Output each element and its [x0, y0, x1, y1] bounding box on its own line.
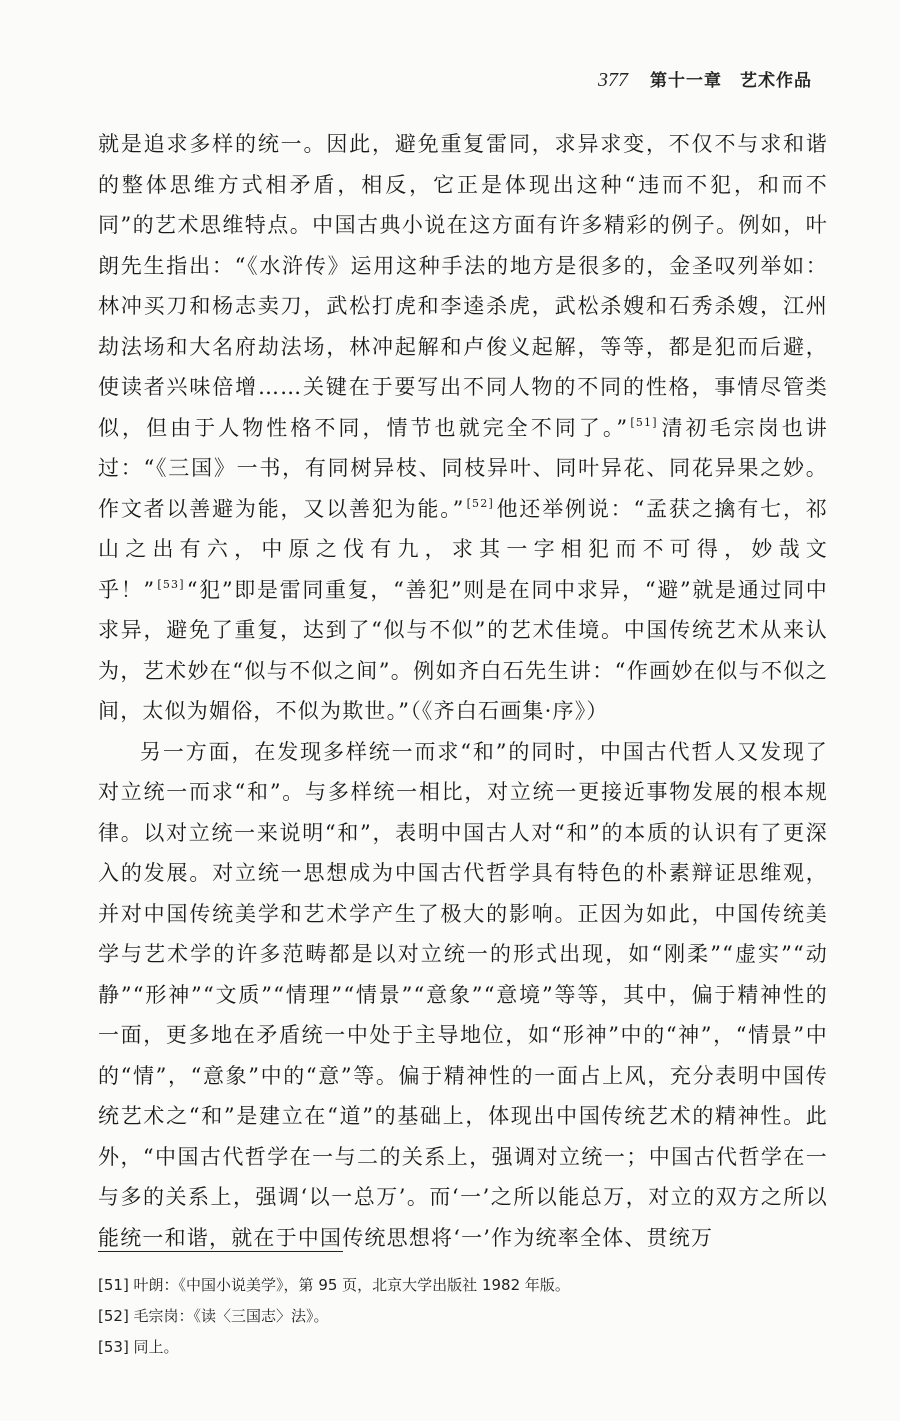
footnote-ref-51[interactable]: [51]: [630, 415, 658, 429]
running-header: [598, 66, 812, 92]
paragraph-1-text-d: “犯”即是雷同重复，“善犯”则是在同中求异，“避”就是通过同中求异，避免了重复，达到了“似与不似”的艺术佳境。中国传统艺术从来认为，艺术妙在“似与不似之间”。例如齐白石先生讲：“作画妙在似与不似之间，太似为媚俗，不似为欺世。”（《齐白石画集·序》）: [98, 577, 828, 723]
footnotes: [98, 1270, 828, 1363]
paragraph-1-text-a: 就是追求多样的统一。因此，避免重复雷同，求异求变，不仅不与求和谐的整体思维方式相矛盾，相反，它正是体现出这种“违而不犯，和而不同”的艺术思维特点。中国古典小说在这方面有许多精彩的例子。例如，叶朗先生指出：“《水浒传》运用这种手法的地方是很多的，金圣叹列举如：林冲买刀和杨志卖刀，武松打虎和李逵杀虎，武松杀嫂和石秀杀嫂，江州劫法场和大名府劫法场，林冲起解和卢俊义起解，等等，都是犯而后避，使读者兴味倍增……关键在于要写出不同人物的不同的性格，事情尽管类似，但由于人物性格不同，情节也就完全不同了。”: [98, 132, 828, 440]
footnote-ref-53[interactable]: [53]: [157, 577, 185, 591]
footnote-divider: [98, 1251, 343, 1252]
footnote-53: [53] 同上。: [98, 1338, 179, 1356]
footnote-52: [52] 毛宗岗：《读〈三国志〉法》。: [98, 1307, 329, 1325]
paragraph-1-text-c: 他还举例说：“孟获之擒有七，祁山之出有六，中原之伐有九，求其一字相犯而不可得，妙哉文乎！”: [98, 496, 828, 602]
body-text: [98, 124, 828, 1258]
footnote-ref-52[interactable]: [52]: [466, 496, 494, 510]
page-number: 377: [598, 69, 628, 91]
paragraph-1-text-b: 清初毛宗岗也讲过：“《三国》一书，有同树异枝、同枝异叶、同叶异花、同花异果之妙。作文者以善避为能，又以善犯为能。”: [98, 415, 828, 521]
chapter-title: 第十一章 艺术作品: [650, 71, 812, 91]
footnote-51: [51] 叶朗：《中国小说美学》，第 95 页，北京大学出版社 1982 年版。: [98, 1276, 570, 1294]
paragraph-2: 另一方面，在发现多样统一而求“和”的同时，中国古代哲人又发现了对立统一而求“和”。与多样统一相比，对立统一更接近事物发展的根本规律。以对立统一来说明“和”，表明中国古人对“和”的本质的认识有了更深入的发展。对立统一思想成为中国古代哲学具有特色的朴素辩证思维观，并对中国传统美学和艺术学产生了极大的影响。正因为如此，中国传统美学与艺术学的许多范畴都是以对立统一的形式出现，如“刚柔”“虚实”“动静”“形神”“文质”“情理”“情景”“意象”“意境”等等，其中，偏于精神性的一面，更多地在矛盾统一中处于主导地位，如“形神”中的“神”，“情景”中的“情”，“意象”中的“意”等。偏于精神性的一面占上风，充分表明中国传统艺术之“和”是建立在“道”的基础上，体现出中国传统艺术的精神性。此外，“中国古代哲学在一与二的关系上，强调对立统一；中国古代哲学在一与多的关系上，强调‘以一总万’。而‘一’之所以能总万，对立的双方之所以能统一和谐，就在于中国传统思想将‘一’作为统率全体、贯统万: [98, 739, 828, 1250]
paragraph-1: [98, 124, 828, 732]
